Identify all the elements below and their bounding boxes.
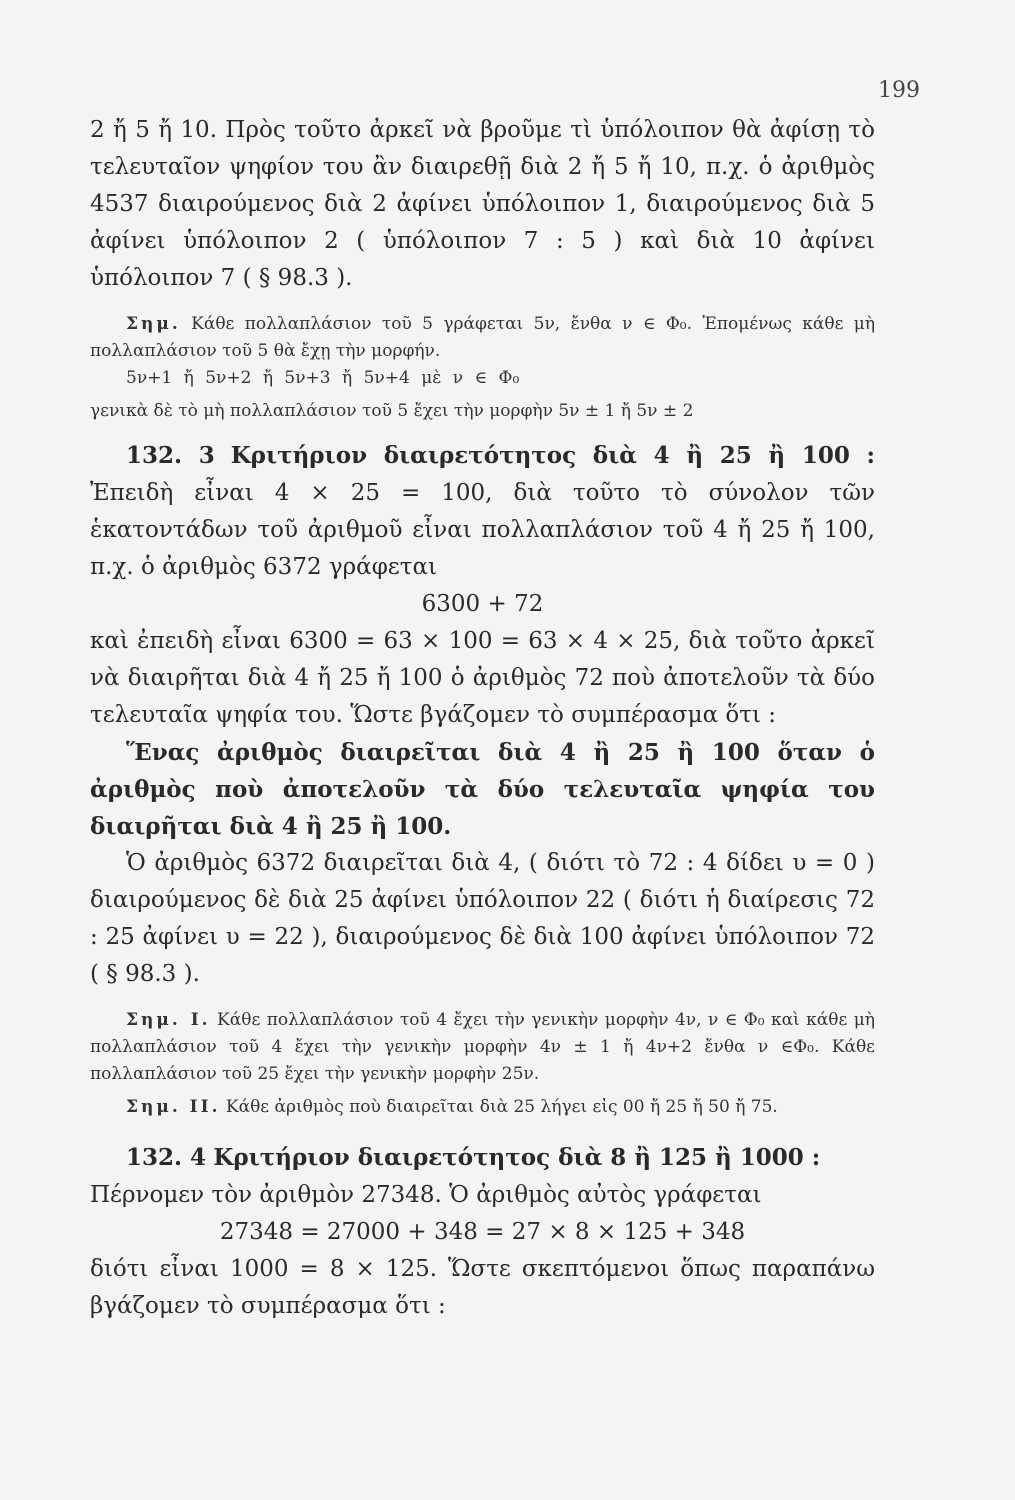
note-3-text: Κάθε ἀριθμὸς ποὺ διαιρεῖται διὰ 25 λήγει εἰς 00 ἤ 25 ἤ 50 ἤ 75.	[225, 1097, 778, 1117]
note-1-forms: 5ν+1 ἤ 5ν+2 ἤ 5ν+3 ἤ 5ν+4 μὲ ν ∈ Φ₀	[126, 368, 520, 388]
section-132-3-number: 132. 3	[126, 442, 215, 469]
paragraph-example-6372: Ὁ ἀριθμὸς 6372 διαιρεῖται διὰ 4, ( διότι τὸ 72 : 4 δίδει υ = 0 ) διαιρούμενος δὲ διὰ 25 ἀφίνει ὑπόλοιπον 22 ( διότι ἡ διαίρεσις 72 : 25 ἀφίνει υ = 22 ), διαιρούμενος δὲ διὰ 100 ἀφίνει ὑπόλοιπον 72 ( § 98.3 ).	[90, 850, 875, 987]
note-3	[90, 1094, 875, 1121]
section-132-3-text: Ἐπειδὴ εἶναι 4 × 25 = 100, διὰ τοῦτο τὸ σύνολον τῶν ἑκατοντάδων τοῦ ἀριθμοῦ εἶναι πολλαπλάσιον τοῦ 4 ἤ 25 ἤ 100, π.χ. ὁ ἀριθμὸς 6372 γράφεται	[90, 480, 875, 580]
section-132-4	[90, 1139, 875, 1177]
section-132-4-number: 132. 4	[126, 1144, 207, 1171]
section-132-3	[90, 437, 875, 586]
note-1-tail: γενικὰ δὲ τὸ μὴ πολλαπλάσιον τοῦ 5 ἔχει τὴν μορφὴν 5ν ± 1 ἤ 5ν ± 2	[90, 401, 694, 421]
note-3-label: Σημ. ΙΙ.	[126, 1097, 221, 1117]
paragraph-since: καὶ ἐπειδὴ εἶναι 6300 = 63 × 100 = 63 × 4 × 25, διὰ τοῦτο ἀρκεῖ νὰ διαιρῆται διὰ 4 ἤ 25 ἤ 100 ὁ ἀριθμὸς 72 ποὺ ἀποτελοῦν τὰ δύο τελευταῖα ψηφία του. Ὥστε βγάζομεν τὸ συμπέρασμα ὅτι :	[90, 628, 875, 728]
paragraph-conclusion: διότι εἶναι 1000 = 8 × 125. Ὥστε σκεπτόμενοι ὅπως παραπάνω βγάζομεν τὸ συμπέρασμα ὅτι :	[90, 1256, 875, 1319]
section-132-4-title: Κριτήριον διαιρετότητος διὰ 8 ἢ 125 ἢ 1000 :	[213, 1144, 821, 1171]
page-number: 199	[878, 78, 920, 103]
section-132-4-text: Πέρνομεν τὸν ἀριθμὸν 27348. Ὁ ἀριθμὸς αὐτὸς γράφεται	[90, 1182, 762, 1208]
page-content	[90, 112, 875, 1325]
note-1-label: Σημ.	[126, 314, 181, 334]
note-1	[90, 311, 875, 365]
theorem-4-25-100: Ἕνας ἀριθμὸς διαιρεῖται διὰ 4 ἢ 25 ἢ 100 ὅταν ὁ ἀριθμὸς ποὺ ἀποτελοῦν τὰ δύο τελευταῖα ψηφία του διαιρῆται διὰ 4 ἢ 25 ἢ 100.	[90, 739, 875, 840]
paragraph-intro: 2 ἤ 5 ἤ 10. Πρὸς τοῦτο ἀρκεῖ νὰ βροῦμε τὶ ὑπόλοιπον θὰ ἀφίσῃ τὸ τελευταῖον ψηφίον του ἂν διαιρεθῇ διὰ 2 ἤ 5 ἤ 10, π.χ. ὁ ἀριθμὸς 4537 διαιρούμενος διὰ 2 ἀφίνει ὑπόλοιπον 1, διαιρούμενος διὰ 5 ἀφίνει ὑπόλοιπον 2 ( ὑπόλοιπον 7 : 5 ) καὶ διὰ 10 ἀφίνει ὑπόλοιπον 7 ( § 98.3 ).	[90, 117, 875, 291]
note-1-text: Κάθε πολλαπλάσιον τοῦ 5 γράφεται 5ν, ἔνθα ν ∈ Φ₀. Ἐπομένως κάθε μὴ πολλαπλάσιον τοῦ 5 θὰ ἔχῃ τὴν μορφήν.	[90, 314, 876, 361]
formula-6300-72: 6300 + 72	[421, 591, 544, 617]
note-2	[90, 1007, 875, 1088]
note-2-label: Σημ. Ι.	[126, 1010, 211, 1030]
note-2-text: Κάθε πολλαπλάσιον τοῦ 4 ἔχει τὴν γενικὴν μορφὴν 4ν, ν ∈ Φ₀ καὶ κάθε μὴ πολλαπλάσιον τοῦ 4 ἔχει τὴν γενικὴν μορφὴν 4ν ± 1 ἤ 4ν+2 ἔνθα ν ∈Φ₀. Κάθε πολλαπλάσιον τοῦ 25 ἔχει τὴν γενικὴν μορφὴν 25ν.	[90, 1010, 875, 1084]
section-132-3-title: Κριτήριον διαιρετότητος διὰ 4 ἢ 25 ἢ 100 :	[230, 442, 875, 469]
formula-27348: 27348 = 27000 + 348 = 27 × 8 × 125 + 348	[219, 1219, 746, 1245]
